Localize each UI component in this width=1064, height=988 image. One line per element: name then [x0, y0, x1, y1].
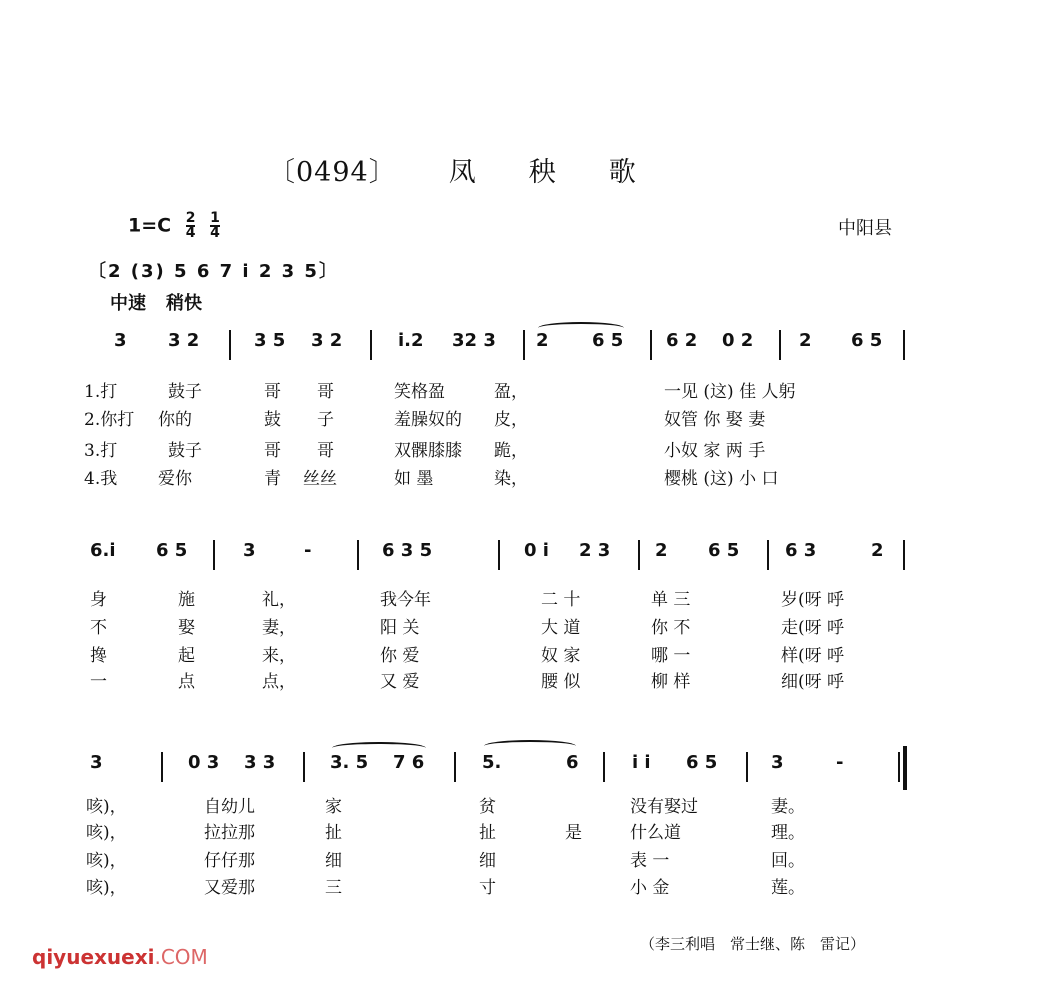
- note-group: 3. 5: [330, 752, 369, 773]
- lyric-text: 染，: [494, 469, 528, 489]
- title-char: 歌: [608, 157, 637, 188]
- key-signature: [128, 212, 220, 240]
- note-group: 6 5: [851, 330, 883, 351]
- lyric-text: 3.打: [84, 441, 118, 461]
- lyric-text: 如 墨: [394, 469, 434, 489]
- note-group: 6.i: [90, 540, 116, 561]
- lyric-text: 莲。: [771, 878, 805, 898]
- title-char: 秧: [528, 157, 557, 188]
- bar-line: [903, 540, 905, 570]
- lyric-text: 哥: [264, 382, 281, 402]
- bar-line: [303, 752, 305, 782]
- title-char: 凤: [448, 157, 477, 188]
- meter-denominator: 4: [210, 225, 220, 241]
- lyric-text: 奴管 你 娶 妻: [664, 410, 766, 430]
- bar-line: [357, 540, 359, 570]
- lyric-text: 点: [178, 672, 195, 692]
- note-group: 6 5: [592, 330, 624, 351]
- note-group: 0 3: [188, 752, 220, 773]
- lyric-text: 妻。: [771, 797, 805, 817]
- lyric-text: 皮，: [494, 410, 528, 430]
- lyric-text: 家: [325, 797, 342, 817]
- note-group: 6 5: [708, 540, 740, 561]
- note-group: 3 2: [168, 330, 200, 351]
- lyric-text: 单 三: [651, 590, 691, 610]
- notation-row-1: [0, 330, 1064, 370]
- lyric-text: 咳)，: [86, 823, 127, 843]
- lyric-text: 双髁膝膝: [394, 441, 462, 461]
- lyric-text: 寸: [479, 878, 496, 898]
- note-group: 3: [243, 540, 256, 561]
- note-group: 6 3: [785, 540, 817, 561]
- note-group: 5.: [482, 752, 502, 773]
- bar-line: [779, 330, 781, 360]
- lyric-text: 奴 家: [541, 646, 581, 666]
- bar-line: [523, 330, 525, 360]
- lyric-text: 理。: [771, 823, 805, 843]
- bar-line: [650, 330, 652, 360]
- lyric-text: 没有娶过: [630, 797, 698, 817]
- lyric-text: 你的: [158, 410, 192, 430]
- lyric-text: 搀: [90, 646, 107, 666]
- lyric-text: 鼓子: [168, 382, 202, 402]
- lyric-text: 我今年: [380, 590, 431, 610]
- lyric-text: 咳)，: [86, 878, 127, 898]
- lyric-text: 小奴 家 两 手: [664, 441, 766, 461]
- lyric-text: 身: [90, 590, 107, 610]
- notation-row-3: [0, 752, 1064, 792]
- note-group: 6 3 5: [382, 540, 433, 561]
- lyric-text: 三: [325, 878, 342, 898]
- lyric-text: 细: [325, 851, 342, 871]
- lyric-text: 礼，: [262, 590, 296, 610]
- bar-line: [638, 540, 640, 570]
- note-group: 6 5: [156, 540, 188, 561]
- lyric-text: 大 道: [541, 618, 581, 638]
- bar-line: [229, 330, 231, 360]
- lyric-text: 表 一: [630, 851, 670, 871]
- lyric-text: 跪，: [494, 441, 528, 461]
- lyric-text: 鼓: [264, 410, 281, 430]
- lyric-text: 样(呀 呼: [781, 646, 845, 666]
- note-group: 7 6: [393, 752, 425, 773]
- lyric-text: 什么道: [630, 823, 681, 843]
- lyric-text: 又 爱: [380, 672, 420, 692]
- lyric-text: 小 金: [630, 878, 670, 898]
- lyric-text: 羞臊奴的: [394, 410, 462, 430]
- lyric-text: 是: [565, 823, 582, 843]
- note-group: i.2: [398, 330, 424, 351]
- region-label: 中阳县: [838, 218, 892, 239]
- bar-line: [454, 752, 456, 782]
- lyric-text: 哪 一: [651, 646, 691, 666]
- lyric-text: 来，: [262, 646, 296, 666]
- lyric-text: 仔仔那: [204, 851, 255, 871]
- bar-line: [161, 752, 163, 782]
- note-group: 6 5: [686, 752, 718, 773]
- key-label: 1=C: [128, 214, 172, 237]
- lyric-text: 回。: [771, 851, 805, 871]
- lyric-text: 一: [90, 672, 107, 692]
- lyric-text: 贫: [479, 797, 496, 817]
- lyric-text: 二 十: [541, 590, 581, 610]
- lyric-text: 点，: [262, 672, 296, 692]
- lyric-text: 丝丝: [303, 469, 337, 489]
- lyric-text: 又爱那: [204, 878, 255, 898]
- tempo-word: 稍快: [166, 293, 202, 314]
- lyric-text: 细(呀 呼: [781, 672, 845, 692]
- song-number: 〔0494〕: [268, 157, 397, 188]
- lyric-text: 你 不: [651, 618, 691, 638]
- slur: [538, 322, 624, 334]
- meter-numerator: 2: [185, 210, 196, 226]
- lyric-text: 娶: [178, 618, 195, 638]
- note-group: -: [304, 540, 312, 561]
- lyric-text: 妻，: [262, 618, 296, 638]
- lyric-text: 一见 (这) 佳 人躬: [664, 382, 796, 402]
- note-group: 32 3: [452, 330, 496, 351]
- bar-line: [767, 540, 769, 570]
- time-signature: [210, 212, 220, 240]
- lyric-text: 腰 似: [541, 672, 581, 692]
- note-group: 2: [655, 540, 668, 561]
- note-group: 0 i: [524, 540, 549, 561]
- note-group: 2: [799, 330, 812, 351]
- note-group: 3: [771, 752, 784, 773]
- bar-line: [603, 752, 605, 782]
- tempo-word: 中速: [110, 293, 146, 314]
- note-group: 3 2: [311, 330, 343, 351]
- lyric-text: 柳 样: [651, 672, 691, 692]
- bar-line: [898, 752, 900, 782]
- lyric-text: 你 爱: [380, 646, 420, 666]
- notation-row-2: [0, 540, 1064, 580]
- credit-line: （李三利唱 常士继、陈 雷记）: [640, 935, 866, 953]
- lyric-text: 起: [178, 646, 195, 666]
- lyric-text: 2.你打: [84, 410, 135, 430]
- lyric-text: 咳)，: [86, 851, 127, 871]
- lyric-text: 自幼儿: [204, 797, 255, 817]
- bar-line: [370, 330, 372, 360]
- lyric-text: 子: [317, 410, 334, 430]
- site-watermark: [32, 945, 208, 969]
- meter-denominator: 4: [185, 225, 196, 241]
- note-group: i i: [632, 752, 651, 773]
- lyric-text: 扯: [479, 823, 496, 843]
- lyric-text: 1.打: [84, 382, 118, 402]
- bar-line: [746, 752, 748, 782]
- lyric-text: 哥: [317, 382, 334, 402]
- slur: [332, 742, 426, 754]
- lyric-text: 鼓子: [168, 441, 202, 461]
- bar-line: [498, 540, 500, 570]
- song-title: [268, 150, 637, 189]
- note-group: 2 3: [579, 540, 611, 561]
- time-signature: [186, 212, 196, 240]
- note-group: 6: [566, 752, 579, 773]
- intro-phrase: 〔2 (3) 5 6 7 i 2 3 5〕: [88, 261, 339, 282]
- lyric-text: 施: [178, 590, 195, 610]
- note-group: 3 3: [244, 752, 276, 773]
- lyric-text: 爱你: [158, 469, 192, 489]
- lyric-text: 哥: [264, 441, 281, 461]
- note-group: 3: [114, 330, 127, 351]
- note-group: 3: [90, 752, 103, 773]
- lyric-text: 岁(呀 呼: [781, 590, 845, 610]
- lyric-text: 阳 关: [380, 618, 420, 638]
- note-group: 0 2: [722, 330, 754, 351]
- bar-line: [903, 330, 905, 360]
- note-group: 6 2: [666, 330, 698, 351]
- lyric-text: 拉拉那: [204, 823, 255, 843]
- meter-numerator: 1: [210, 210, 220, 226]
- slur: [484, 740, 576, 752]
- lyric-text: 4.我: [84, 469, 118, 489]
- watermark-brand: qiyuexuexi: [32, 945, 155, 969]
- lyric-text: 樱桃 (这) 小 口: [664, 469, 779, 489]
- note-group: 2: [871, 540, 884, 561]
- note-group: -: [836, 752, 844, 773]
- lyric-text: 走(呀 呼: [781, 618, 845, 638]
- watermark-suffix: .COM: [154, 945, 208, 969]
- lyric-text: 不: [90, 618, 107, 638]
- bar-line: [213, 540, 215, 570]
- tempo-marking: [110, 289, 202, 315]
- lyric-text: 咳)，: [86, 797, 127, 817]
- note-group: 2: [536, 330, 549, 351]
- lyric-text: 青: [264, 469, 281, 489]
- lyric-text: 笑格盈: [394, 382, 445, 402]
- lyric-text: 盈，: [494, 382, 528, 402]
- lyric-text: 细: [479, 851, 496, 871]
- lyric-text: 哥: [317, 441, 334, 461]
- note-group: 3 5: [254, 330, 286, 351]
- lyric-text: 扯: [325, 823, 342, 843]
- final-bar-line: [903, 746, 907, 790]
